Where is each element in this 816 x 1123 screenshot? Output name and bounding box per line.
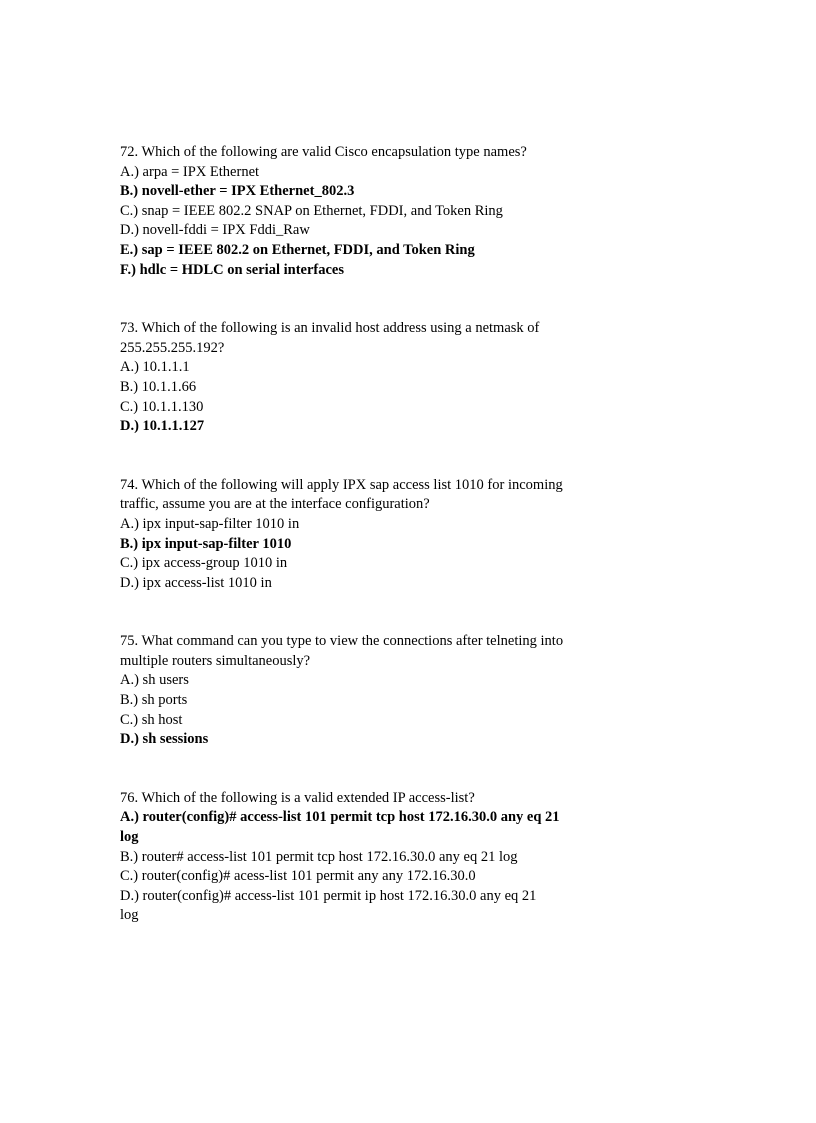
- answer-option-b-correct: B.) ipx input-sap-filter 1010: [120, 535, 292, 552]
- answer-option-a-correct-line-2: log: [120, 829, 139, 846]
- question-stem-line-1: 75. What command can you type to view the connections after telneting into: [120, 633, 564, 650]
- answer-option-d-correct: D.) sh sessions: [120, 731, 209, 748]
- answer-option-c: C.) snap = IEEE 802.2 SNAP on Ethernet, FDDI, and Token Ring: [120, 202, 503, 219]
- question-stem: 72. Which of the following are valid Cisco encapsulation type names?: [120, 144, 527, 160]
- answer-option-a: A.) 10.1.1.1: [120, 359, 190, 376]
- answer-option-c: C.) ipx access-group 1010 in: [120, 555, 288, 572]
- answer-option-a-correct-line-1: A.) router(config)# access-list 101 permit tcp host 172.16.30.0 any eq 21: [120, 809, 560, 826]
- answer-option-d-correct: D.) 10.1.1.127: [120, 418, 205, 435]
- question-72: [120, 143, 620, 280]
- answer-option-d-line-1: D.) router(config)# access-list 101 permit ip host 172.16.30.0 any eq 21: [120, 887, 537, 904]
- question-stem-line-1: 73. Which of the following is an invalid host address using a netmask of: [120, 320, 540, 337]
- answer-option-b: B.) router# access-list 101 permit tcp host 172.16.30.0 any eq 21 log: [120, 848, 518, 865]
- question-73: [120, 319, 620, 437]
- question-76: [120, 789, 620, 926]
- question-stem-line-2: 255.255.255.192?: [120, 339, 225, 356]
- answer-option-b: B.) sh ports: [120, 692, 188, 709]
- answer-option-c: C.) sh host: [120, 711, 183, 728]
- answer-option-b-correct: B.) novell-ether = IPX Ethernet_802.3: [120, 183, 355, 200]
- question-75: [120, 632, 620, 750]
- question-74: [120, 476, 620, 594]
- answer-option-d: D.) novell-fddi = IPX Fddi_Raw: [120, 222, 310, 239]
- question-stem-line-1: 74. Which of the following will apply IPX sap access list 1010 for incoming: [120, 476, 563, 493]
- question-stem-line-2: multiple routers simultaneously?: [120, 652, 311, 669]
- question-stem: 76. Which of the following is a valid extended IP access-list?: [120, 789, 475, 806]
- answer-option-c: C.) router(config)# acess-list 101 permit any any 172.16.30.0: [120, 868, 476, 885]
- question-list: [120, 143, 620, 965]
- answer-option-e-correct: E.) sap = IEEE 802.2 on Ethernet, FDDI, and Token Ring: [120, 241, 475, 258]
- question-stem-line-2: traffic, assume you are at the interface configuration?: [120, 496, 430, 513]
- answer-option-c: C.) 10.1.1.130: [120, 398, 204, 415]
- answer-option-d-line-2: log: [120, 907, 139, 924]
- answer-option-b: B.) 10.1.1.66: [120, 378, 197, 395]
- answer-option-a: A.) arpa = IPX Ethernet: [120, 163, 260, 180]
- answer-option-a: A.) ipx input-sap-filter 1010 in: [120, 515, 300, 532]
- answer-option-d: D.) ipx access-list 1010 in: [120, 574, 272, 591]
- answer-option-a: A.) sh users: [120, 672, 189, 689]
- answer-option-f-correct: F.) hdlc = HDLC on serial interfaces: [120, 261, 344, 278]
